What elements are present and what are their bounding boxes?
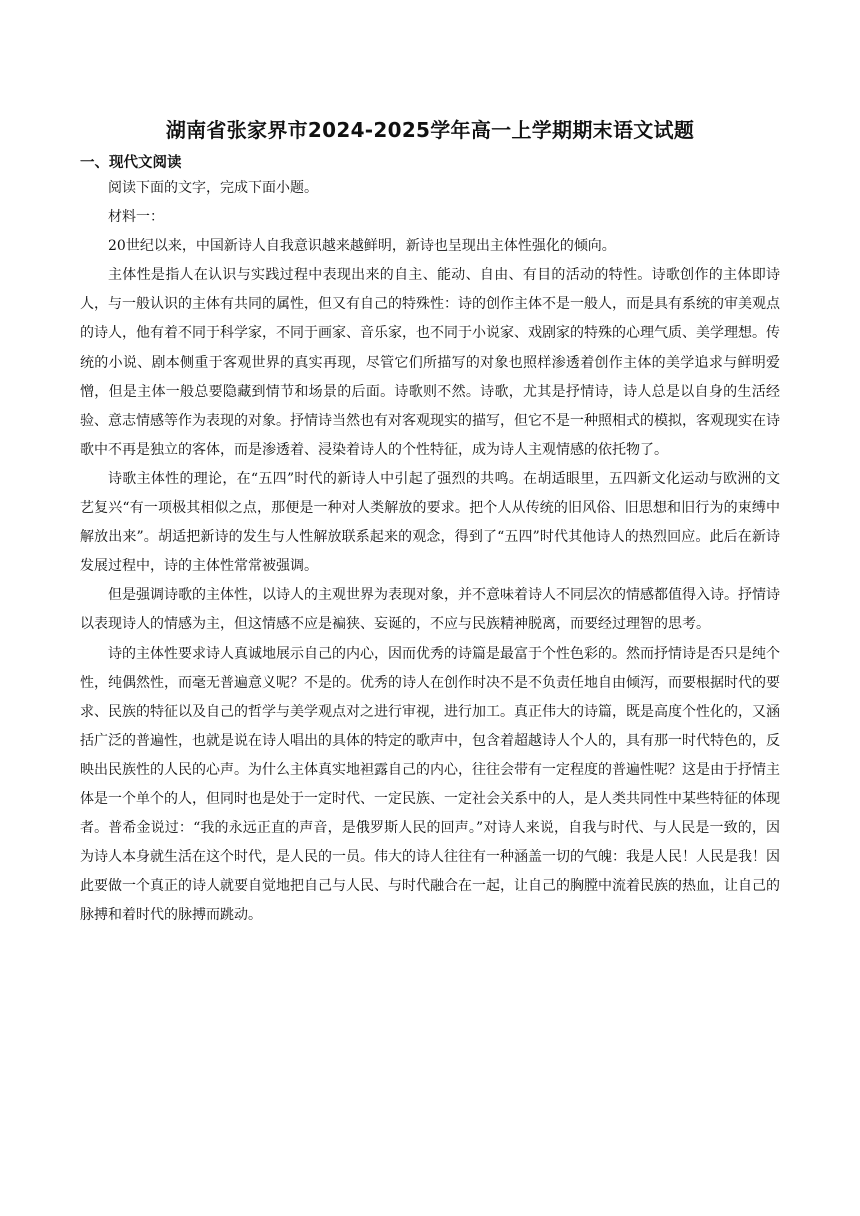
paragraph: 诗的主体性要求诗人真诚地展示自己的内心，因而优秀的诗篇是最富于个性色彩的。然而抒情诗是否只是纯个性，纯偶然性，而毫无普遍意义呢？不是的。优秀的诗人在创作时决不是不负责任地自由倾泻，而要根据时代的要求、民族的特征以及自己的哲学与美学观点对之进行审视，进行加工。真正伟大的诗篇，既是高度个性化的，又涵括广泛的普遍性，也就是说在诗人唱出的具体的特定的歌声中，包含着超越诗人个人的，具有那一时代特色的，反映出民族性的人民的心声。为什么主体真实地袒露自己的内心，往往会带有一定程度的普遍性呢？这是由于抒情主体是一个单个的人，但同时也是处于一定时代、一定民族、一定社会关系中的人，是人类共同性中某些特征的体现者。普希金说过：“我的永远正直的声音，是俄罗斯人民的回声。”对诗人来说，自我与时代、与人民是一致的，因为诗人本身就生活在这个时代，是人民的一员。伟大的诗人往往有一种涵盖一切的气魄：我是人民！人民是我！因此要做一个真正的诗人就要自觉地把自己与人民、与时代融合在一起，让自己的胸膛中流着民族的热血，让自己的脉搏和着时代的脉搏而跳动。	[80, 645, 780, 924]
material-label: 材料一：	[108, 209, 164, 226]
instruction-text: 阅读下面的文字，完成下面小题。	[108, 180, 318, 196]
page-title: 湖南省张家界市2024-2025学年高一上学期期末语文试题	[165, 118, 695, 142]
reading-material	[80, 174, 780, 930]
paragraph: 20世纪以来，中国新诗人自我意识越来越鲜明，新诗也呈现出主体性强化的倾向。	[108, 238, 616, 255]
paragraph: 诗歌主体性的理论，在“五四”时代的新诗人中引起了强烈的共鸣。在胡适眼里，五四新文化运动与欧洲的文艺复兴“有一项极其相似之点，那便是一种对人类解放的要求。把个人从传统的旧风俗、旧思想和旧行为的束缚中解放出来”。胡适把新诗的发生与人性解放联系起来的观念，得到了“五四”时代其他诗人的热烈回应。此后在新诗发展过程中，诗的主体性常常被强调。	[80, 470, 780, 575]
paragraph: 但是强调诗歌的主体性，以诗人的主观世界为表现对象，并不意味着诗人不同层次的情感都值得入诗。抒情诗以表现诗人的情感为主，但这情感不应是褊狭、妄诞的，不应与民族精神脱离，而要经过理智的思考。	[80, 587, 780, 633]
paragraph: 主体性是指人在认识与实践过程中表现出来的自主、能动、自由、有目的活动的特性。诗歌创作的主体即诗人，与一般认识的主体有共同的属性，但又有自己的特殊性：诗的创作主体不是一般人，而是具有系统的审美观点的诗人，他有着不同于科学家，不同于画家、音乐家，也不同于小说家、戏剧家的特殊的心理气质、美学理想。传统的小说、剧本侧重于客观世界的真实再现，尽管它们所描写的对象也照样渗透着创作主体的美学追求与鲜明爱憎，但是主体一般总要隐藏到情节和场景的后面。诗歌则不然。诗歌，尤其是抒情诗，诗人总是以自身的生活经验、意志情感等作为表现的对象。抒情诗当然也有对客观现实的描写，但它不是一种照相式的模拟，客观现实在诗歌中不再是独立的客体，而是渗透着、浸染着诗人的个性特征，成为诗人主观情感的依托物了。	[80, 267, 780, 458]
section-heading: 一、现代文阅读	[80, 155, 182, 171]
